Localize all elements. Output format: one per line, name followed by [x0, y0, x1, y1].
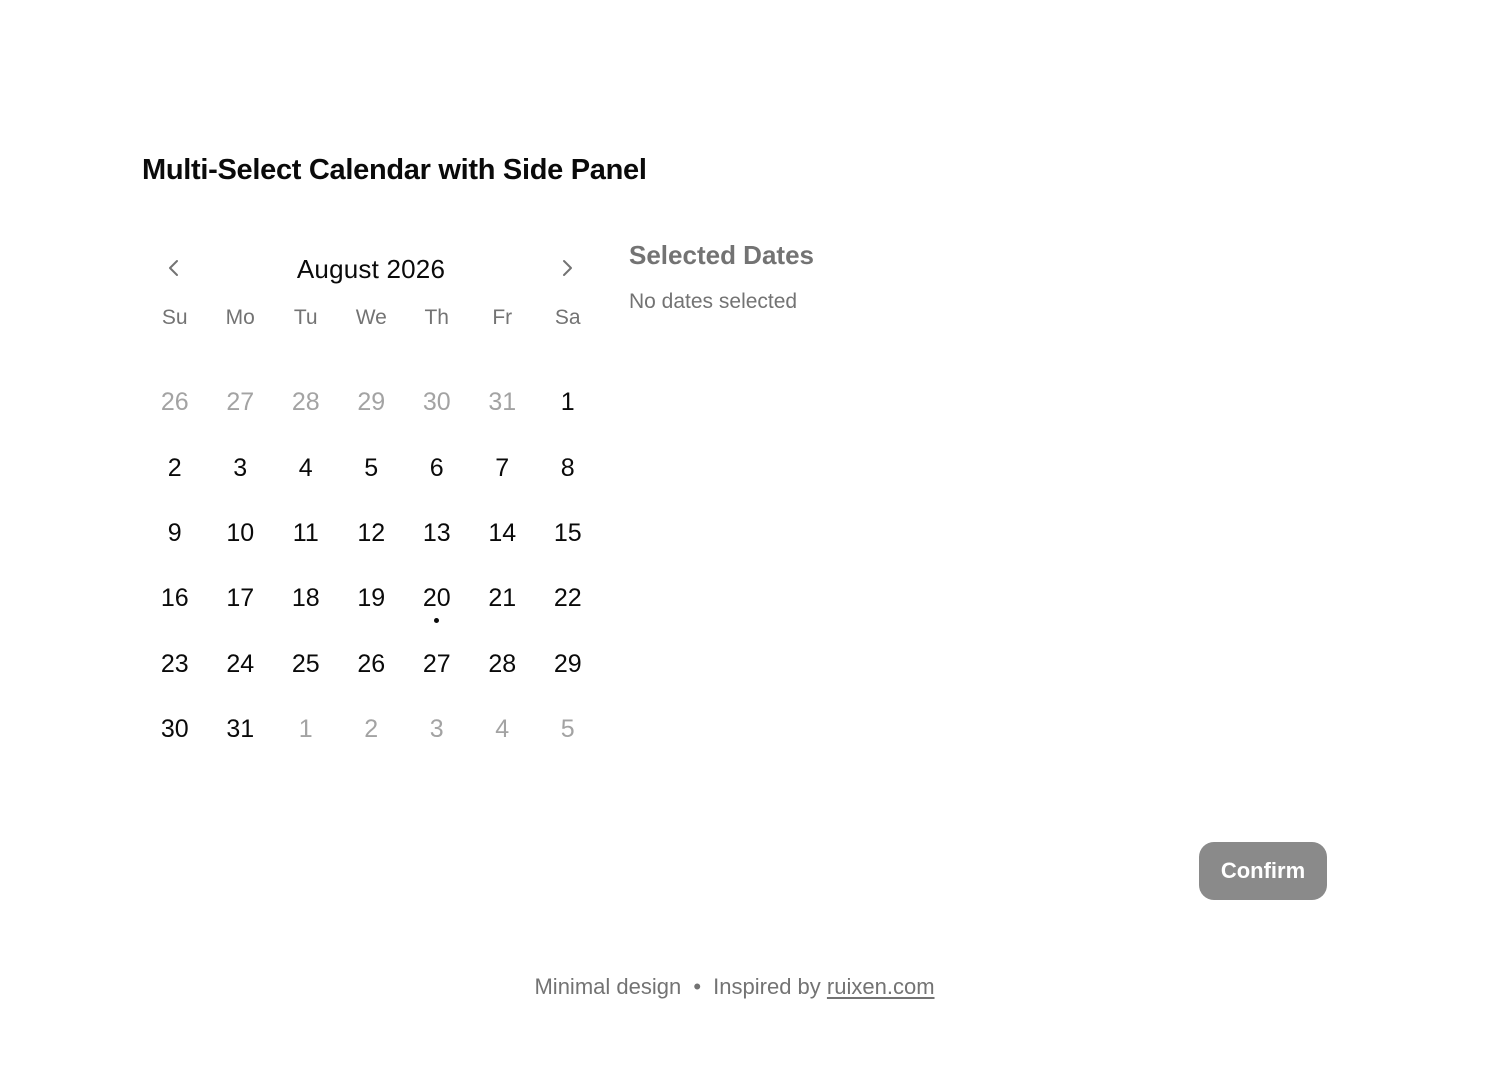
day-cell[interactable]	[208, 632, 274, 697]
day-number: 7	[495, 453, 510, 482]
weekday-label: Sa	[554, 306, 581, 329]
day-number: 5	[364, 453, 379, 482]
days-grid	[142, 370, 600, 762]
day-number: 18	[291, 584, 320, 613]
confirm-button[interactable]: Confirm	[1199, 842, 1327, 900]
day-cell-outside[interactable]	[535, 697, 601, 762]
day-cell[interactable]	[470, 632, 536, 697]
day-cell[interactable]	[404, 435, 470, 500]
day-number: 10	[226, 518, 255, 547]
day-number: 29	[553, 649, 582, 678]
day-number: 1	[560, 388, 575, 417]
day-cell-outside[interactable]	[273, 697, 339, 762]
day-number: 6	[429, 453, 444, 482]
day-number: 31	[488, 388, 517, 417]
today-indicator-dot	[434, 618, 439, 623]
day-number: 27	[422, 649, 451, 678]
weekday-label: Th	[424, 306, 449, 329]
day-cell-outside[interactable]	[339, 697, 405, 762]
footer-separator: •	[693, 974, 702, 999]
day-number: 15	[553, 518, 582, 547]
day-cell-outside[interactable]	[404, 697, 470, 762]
day-number: 2	[167, 453, 182, 482]
day-number: 4	[495, 715, 510, 744]
next-month-button[interactable]	[551, 252, 583, 284]
day-cell[interactable]	[339, 632, 405, 697]
day-number: 21	[488, 584, 517, 613]
day-cell[interactable]	[535, 566, 601, 631]
day-cell[interactable]	[142, 501, 208, 566]
day-cell[interactable]	[404, 501, 470, 566]
day-number: 29	[357, 388, 386, 417]
footer-inspired-prefix: Inspired by	[713, 974, 821, 999]
day-cell-outside[interactable]	[470, 370, 536, 435]
day-cell[interactable]	[535, 632, 601, 697]
day-number: 5	[560, 715, 575, 744]
day-cell-today[interactable]	[404, 566, 470, 631]
selected-dates-title: Selected Dates	[629, 240, 814, 270]
day-cell[interactable]	[208, 566, 274, 631]
day-cell-outside[interactable]	[339, 370, 405, 435]
day-number: 13	[422, 518, 451, 547]
day-number: 12	[357, 518, 386, 547]
day-cell[interactable]	[339, 566, 405, 631]
weekday-label: Su	[161, 306, 188, 329]
weekday-label: Tu	[293, 306, 318, 329]
day-cell[interactable]	[142, 566, 208, 631]
day-number: 30	[160, 715, 189, 744]
day-number: 3	[429, 715, 444, 744]
day-cell[interactable]	[273, 566, 339, 631]
day-number: 11	[292, 518, 319, 547]
day-cell[interactable]	[208, 501, 274, 566]
day-number: 16	[160, 584, 189, 613]
day-cell-outside[interactable]	[470, 697, 536, 762]
day-number: 1	[298, 715, 313, 744]
day-cell[interactable]	[535, 370, 601, 435]
day-number: 30	[422, 388, 451, 417]
day-cell[interactable]	[470, 566, 536, 631]
footer	[0, 974, 1469, 1000]
day-cell[interactable]	[142, 435, 208, 500]
weekday-label: Mo	[225, 306, 255, 329]
weekday-label: We	[355, 306, 387, 329]
day-number: 24	[226, 649, 255, 678]
day-number: 28	[488, 649, 517, 678]
day-cell[interactable]	[273, 435, 339, 500]
day-number: 2	[364, 715, 379, 744]
page-title: Multi-Select Calendar with Side Panel	[142, 154, 647, 186]
day-number: 20	[422, 584, 451, 613]
day-number: 26	[357, 649, 386, 678]
day-cell[interactable]	[535, 501, 601, 566]
footer-link[interactable]: ruixen.com	[826, 974, 935, 999]
day-cell[interactable]	[470, 435, 536, 500]
day-number: 27	[226, 388, 255, 417]
footer-text: Minimal design	[534, 974, 682, 999]
day-number: 4	[298, 453, 313, 482]
day-number: 31	[226, 715, 255, 744]
day-cell[interactable]	[339, 501, 405, 566]
calendar-header	[142, 238, 600, 304]
day-number: 22	[553, 584, 582, 613]
day-cell[interactable]	[535, 435, 601, 500]
day-number: 8	[560, 453, 575, 482]
day-number: 26	[160, 388, 189, 417]
month-label: August 2026	[296, 254, 446, 284]
day-cell[interactable]	[142, 697, 208, 762]
day-cell-outside[interactable]	[404, 370, 470, 435]
day-cell[interactable]	[470, 501, 536, 566]
day-number: 23	[160, 649, 189, 678]
day-cell-outside[interactable]	[142, 370, 208, 435]
day-cell[interactable]	[339, 435, 405, 500]
day-cell[interactable]	[404, 632, 470, 697]
selected-dates-panel	[629, 240, 814, 314]
day-cell[interactable]	[208, 435, 274, 500]
day-number: 19	[357, 584, 386, 613]
day-number: 14	[488, 518, 517, 547]
day-number: 25	[291, 649, 320, 678]
day-cell[interactable]	[273, 501, 339, 566]
calendar	[142, 238, 600, 762]
chevron-right-icon	[557, 258, 577, 278]
day-number: 3	[233, 453, 248, 482]
day-number: 9	[167, 518, 182, 547]
weekday-label: Fr	[492, 306, 513, 329]
day-cell[interactable]	[142, 632, 208, 697]
day-number: 17	[226, 584, 255, 613]
day-cell[interactable]	[208, 697, 274, 762]
day-cell[interactable]	[273, 632, 339, 697]
day-cell-outside[interactable]	[208, 370, 274, 435]
selected-dates-empty-text: No dates selected	[629, 290, 798, 313]
day-cell-outside[interactable]	[273, 370, 339, 435]
day-number: 28	[291, 388, 320, 417]
